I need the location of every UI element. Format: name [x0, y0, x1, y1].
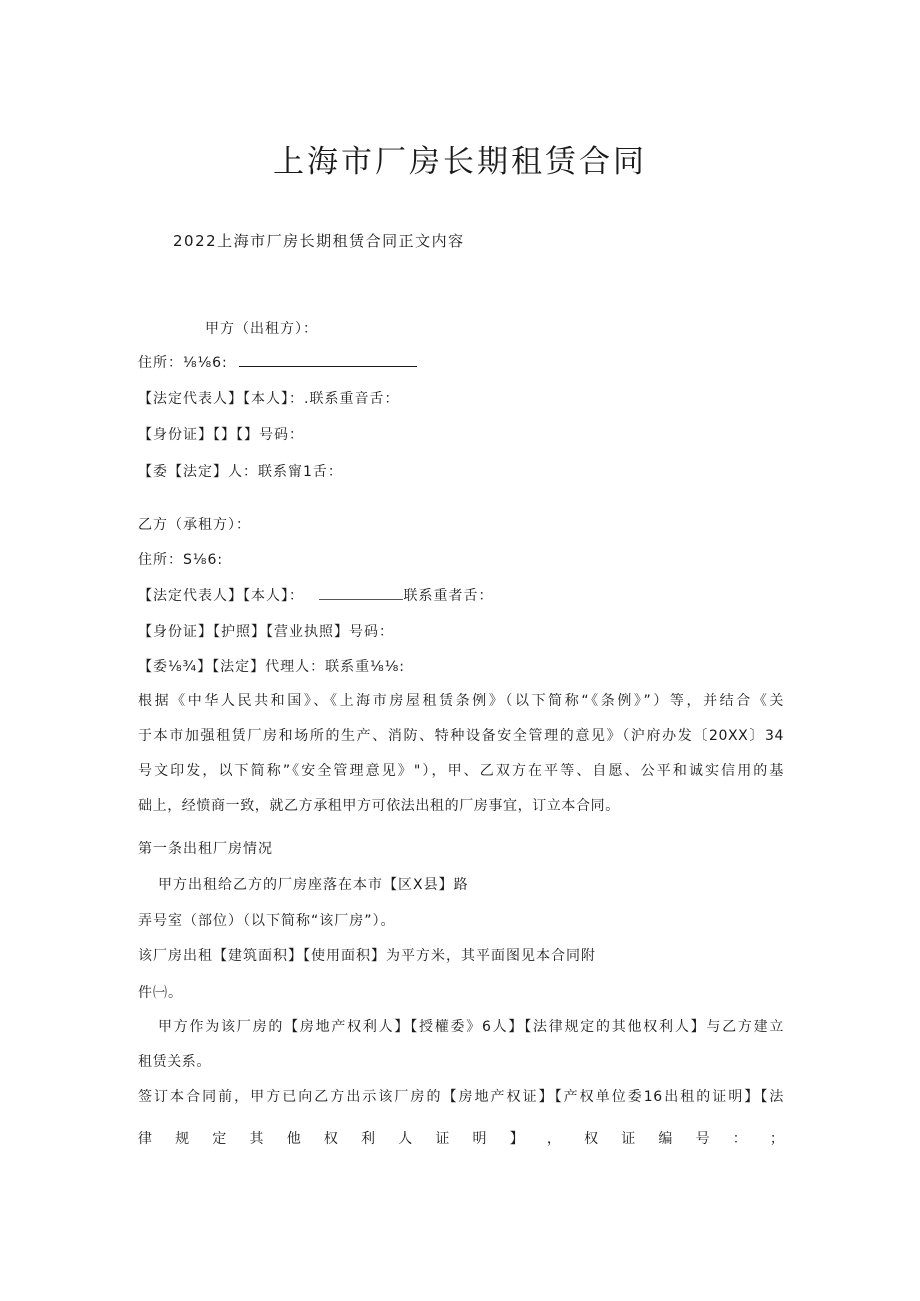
party-a-heading: 甲方（出租方）：	[205, 321, 318, 337]
preamble-line: 于本市加强租赁厂房和场所的生产、消防、特种设备安全管理的意见》（沪府办发〔20XX〕34	[138, 728, 784, 744]
party-a-address-blank	[239, 352, 417, 367]
spread-char: 利	[361, 1131, 376, 1147]
party-b-heading: 乙方（承租方）：	[138, 517, 251, 533]
spread-char: 明	[472, 1131, 487, 1147]
spread-char: 规	[175, 1131, 190, 1147]
preamble-paragraph	[138, 684, 784, 824]
spread-char: 】	[509, 1131, 524, 1147]
party-b-rep-suffix: 联系重者舌：	[403, 588, 494, 604]
rights-line: 甲方作为该厂房的【房地产权利人】【授權委》6人】【法律规定的其他权利人】与乙方建立	[158, 1019, 784, 1035]
party-a-representative: 【法定代表人】【本人】：.联系重音舌：	[138, 391, 400, 407]
party-b-rep-blank	[319, 585, 403, 600]
spread-char: 证	[435, 1131, 450, 1147]
document-title: 上海市厂房长期租赁合同	[273, 144, 647, 180]
article-1-certificate-paragraph	[138, 1080, 784, 1115]
party-b-id: 【身份证】【护照】【营业执照】号码：	[138, 624, 394, 640]
article-1-location: 甲方出租给乙方的厂房座落在本市【区X县】路	[158, 877, 469, 893]
article-1-rights-paragraph	[138, 1010, 784, 1080]
party-a-id: 【身份证】【】【】号码：	[138, 427, 304, 443]
document-subtitle: 2022上海市厂房长期租赁合同正文内容	[173, 232, 465, 250]
article-1-heading: 第一条出租厂房情况	[138, 841, 273, 857]
spread-char: 人	[398, 1131, 413, 1147]
preamble-line: 根据《中华人民共和国》、《上海市房屋租赁条例》（以下简称“《条例》”）等，并结合《关	[138, 693, 784, 709]
spread-char: 号	[695, 1131, 710, 1147]
spread-char: ，	[546, 1131, 561, 1147]
party-a-address	[138, 352, 417, 374]
article-1-area: 该厂房出租【建筑面积】【使用面积】为平方米，其平面图见本合同附	[138, 948, 596, 964]
party-a-agent: 【委【法定】人：联系甯1舌：	[138, 464, 343, 480]
article-1-area-cont: 件㈠。	[138, 985, 183, 1001]
party-b-rep-prefix: 【法定代表人】【本人】：	[138, 588, 304, 604]
spread-char: 编	[658, 1131, 673, 1147]
party-a-address-label: 住所：⅛⅛6:	[138, 355, 228, 371]
certificate-line: 签订本合同前，甲方已向乙方出示该厂房的【房地产权证】【产权单位委16出租的证明】【法	[138, 1089, 784, 1105]
spread-char: 证	[621, 1131, 636, 1147]
spread-char: 权	[323, 1131, 338, 1147]
spread-char: 他	[286, 1131, 301, 1147]
preamble-line: 础上，经愤商一致，就乙方承租甲方可依法出租的厂房事宜，订立本合同。	[138, 798, 620, 814]
article-1-location-cont: 弄号室（部位）（以下简称“该厂房”）。	[138, 913, 396, 929]
spread-char: 定	[212, 1131, 227, 1147]
party-b-agent: 【委⅛¾】【法定】代理人：联系重⅛⅛:	[138, 659, 405, 675]
preamble-line: 号文印发，以下简称”《安全管理意见》"），甲、乙双方在平等、自愿、公平和诚实信用的基	[138, 763, 784, 779]
spread-char: 律	[138, 1131, 152, 1147]
article-1-certificate-spread-line	[138, 1128, 784, 1150]
party-b-representative	[138, 585, 493, 607]
rights-line: 租赁关系。	[138, 1054, 211, 1070]
spread-char: 其	[249, 1131, 264, 1147]
party-b-address: 住所：S⅛6:	[138, 552, 224, 568]
spread-char: ；	[769, 1131, 784, 1147]
spread-char: 权	[584, 1131, 599, 1147]
spread-char: ：	[732, 1131, 747, 1147]
